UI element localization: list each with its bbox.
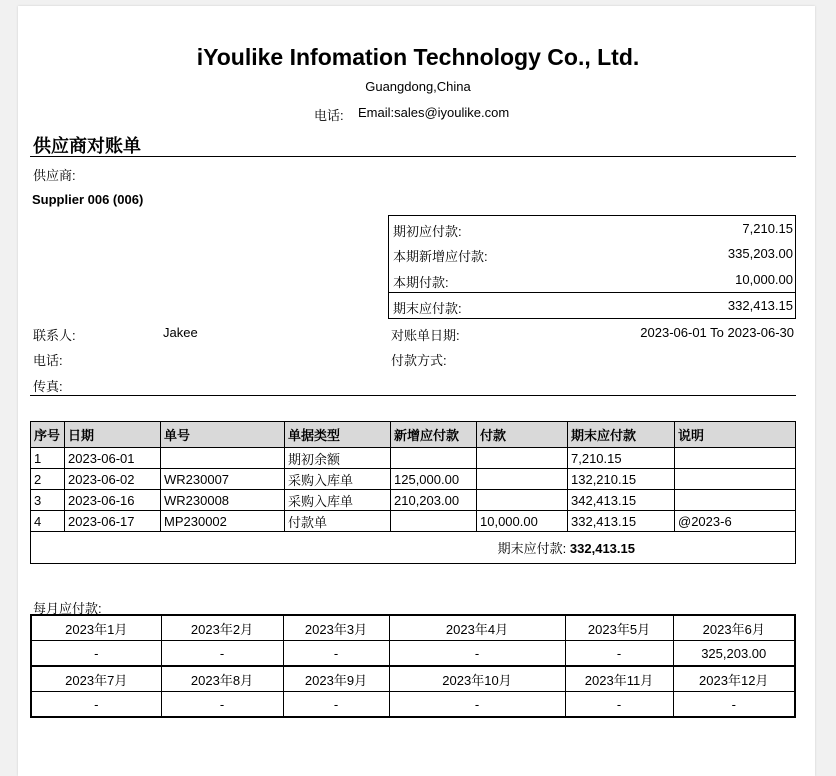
cell: 采购入库单	[285, 469, 391, 490]
info-divider	[30, 395, 796, 396]
cell	[477, 448, 568, 469]
summary-value: 335,203.00	[727, 246, 793, 261]
ledger-total-cell	[31, 532, 796, 564]
table-row	[31, 511, 796, 532]
ledger-header-row	[31, 422, 796, 448]
cell	[477, 469, 568, 490]
column-header: 日期	[65, 422, 161, 448]
month-value: -	[389, 641, 565, 667]
company-phone-label: 电话:	[314, 108, 344, 123]
month-value: -	[283, 692, 389, 718]
cell: 125,000.00	[391, 469, 477, 490]
summary-label: 本期付款:	[393, 275, 449, 290]
payment-method-label: 付款方式:	[391, 353, 447, 368]
column-header: 新增应付款	[391, 422, 477, 448]
cell: 332,413.15	[568, 511, 675, 532]
month-value: -	[565, 692, 673, 718]
cell: 期初余额	[285, 448, 391, 469]
cell: 2023-06-17	[65, 511, 161, 532]
month-value: -	[565, 641, 673, 667]
cell: 132,210.15	[568, 469, 675, 490]
summary-label: 期末应付款:	[393, 301, 462, 316]
month-header-row	[31, 666, 795, 692]
column-header: 说明	[675, 422, 796, 448]
cell: 付款单	[285, 511, 391, 532]
summary-label: 本期新增应付款:	[393, 249, 488, 264]
company-name: iYoulike Infomation Technology Co., Ltd.	[196, 44, 640, 70]
summary-label: 期初应付款:	[393, 224, 462, 239]
month-cell: 2023年12月	[673, 666, 795, 692]
cell	[675, 490, 796, 511]
cell: 4	[31, 511, 65, 532]
fax-label: 传真:	[33, 379, 63, 394]
total-label: 期末应付款:	[497, 541, 567, 556]
cell	[675, 448, 796, 469]
cell: 342,413.15	[568, 490, 675, 511]
cell: 7,210.15	[568, 448, 675, 469]
summary-row-payment	[389, 267, 795, 292]
summary-row-closing	[389, 293, 795, 318]
column-header: 单据类型	[285, 422, 391, 448]
month-cell: 2023年5月	[565, 615, 673, 641]
column-header: 期末应付款	[568, 422, 675, 448]
month-cell: 2023年3月	[283, 615, 389, 641]
table-row	[31, 448, 796, 469]
month-value: -	[31, 641, 161, 667]
cell: MP230002	[161, 511, 285, 532]
phone-label: 电话:	[33, 353, 63, 368]
month-cell: 2023年2月	[161, 615, 283, 641]
month-value: -	[31, 692, 161, 718]
month-cell: 2023年4月	[389, 615, 565, 641]
document-title: 供应商对账单	[33, 136, 141, 156]
month-value-row	[31, 641, 795, 667]
balance-summary-box	[388, 215, 796, 319]
cell	[391, 511, 477, 532]
cell: WR230008	[161, 490, 285, 511]
month-cell: 2023年11月	[565, 666, 673, 692]
ledger-table	[30, 421, 796, 564]
cell: 1	[31, 448, 65, 469]
month-cell: 2023年6月	[673, 615, 795, 641]
total-value: 332,413.15	[569, 541, 635, 556]
month-header-row	[31, 615, 795, 641]
cell: WR230007	[161, 469, 285, 490]
cell: 2023-06-01	[65, 448, 161, 469]
contact-label: 联系人:	[33, 328, 76, 343]
cell: @2023-6	[675, 511, 796, 532]
month-value-row	[31, 692, 795, 718]
monthly-payable-table	[30, 614, 796, 718]
monthly-payable-label: 每月应付款:	[33, 601, 102, 616]
statement-date-value: 2023-06-01 To 2023-06-30	[640, 325, 794, 340]
cell: 2023-06-16	[65, 490, 161, 511]
cell	[391, 448, 477, 469]
table-row	[31, 469, 796, 490]
cell	[161, 448, 285, 469]
cell: 210,203.00	[391, 490, 477, 511]
statement-date-label: 对账单日期:	[391, 328, 460, 343]
cell	[675, 469, 796, 490]
summary-value: 7,210.15	[742, 221, 793, 236]
supplier-label: 供应商:	[33, 168, 76, 183]
summary-value: 332,413.15	[727, 298, 793, 313]
month-cell: 2023年8月	[161, 666, 283, 692]
table-row	[31, 490, 796, 511]
ledger-total-row	[31, 532, 796, 564]
month-value: -	[673, 692, 795, 718]
month-value: -	[283, 641, 389, 667]
month-value: 325,203.00	[673, 641, 795, 667]
month-cell: 2023年7月	[31, 666, 161, 692]
cell: 2	[31, 469, 65, 490]
month-cell: 2023年9月	[283, 666, 389, 692]
summary-row-new-payable	[389, 241, 795, 266]
cell: 10,000.00	[477, 511, 568, 532]
summary-row-opening	[389, 216, 795, 241]
column-header: 单号	[161, 422, 285, 448]
cell: 采购入库单	[285, 490, 391, 511]
month-value: -	[161, 641, 283, 667]
title-divider	[30, 156, 796, 157]
month-cell: 2023年1月	[31, 615, 161, 641]
month-cell: 2023年10月	[389, 666, 565, 692]
summary-value: 10,000.00	[735, 272, 793, 287]
company-email: Email:sales@iyoulike.com	[358, 105, 510, 120]
month-value: -	[161, 692, 283, 718]
column-header: 序号	[31, 422, 65, 448]
supplier-name: Supplier 006 (006)	[32, 192, 144, 207]
cell: 3	[31, 490, 65, 511]
cell: 2023-06-02	[65, 469, 161, 490]
contact-value: Jakee	[163, 325, 198, 340]
column-header: 付款	[477, 422, 568, 448]
cell	[477, 490, 568, 511]
month-value: -	[389, 692, 565, 718]
company-location: Guangdong,China	[365, 79, 471, 94]
